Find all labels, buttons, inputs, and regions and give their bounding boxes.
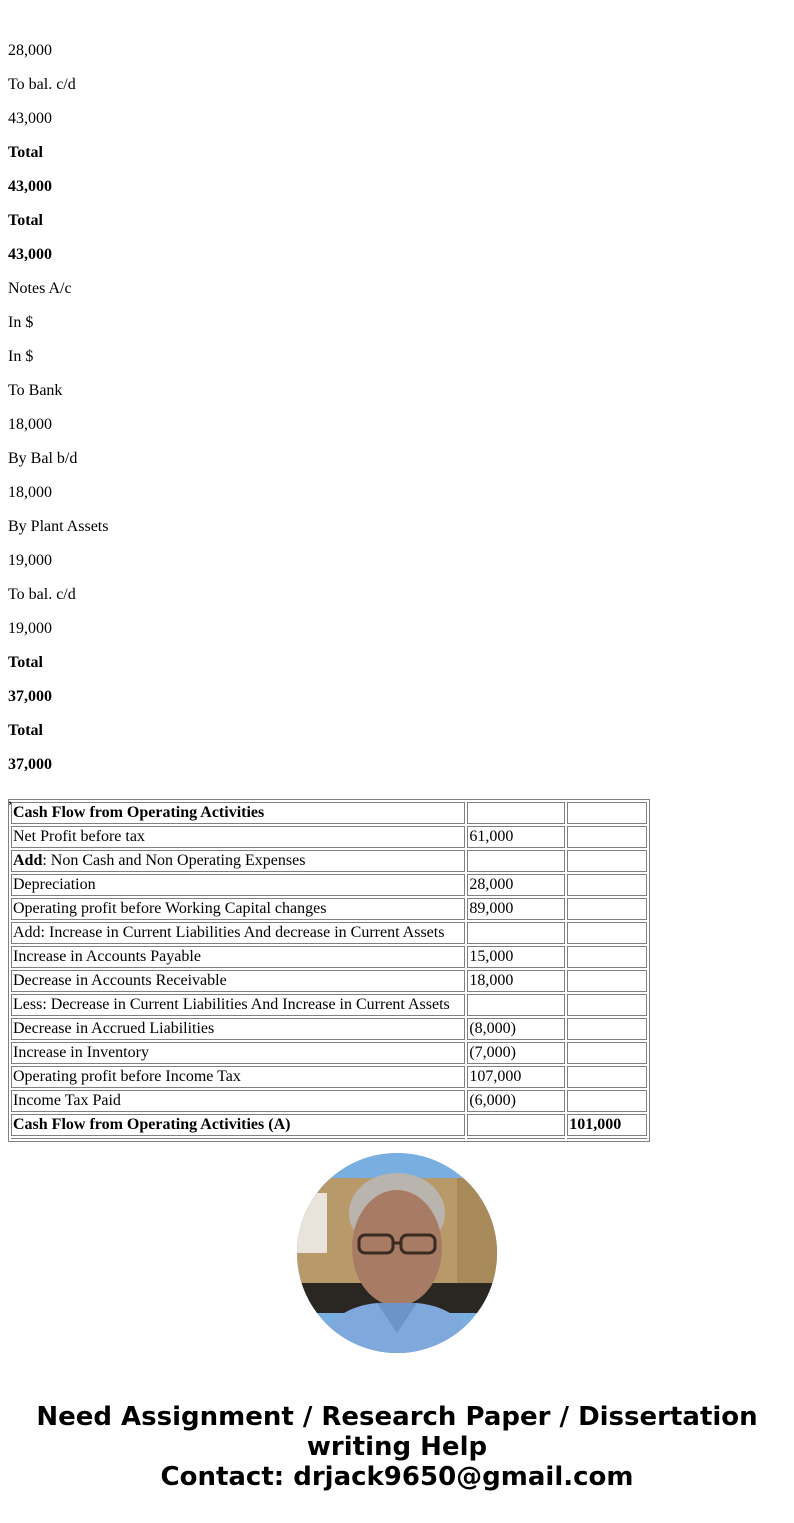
row-total bbox=[567, 898, 647, 920]
ledger-line: Total bbox=[8, 212, 43, 229]
row-total bbox=[567, 970, 647, 992]
ledger-line: 43,000 bbox=[8, 178, 52, 195]
table-row bbox=[11, 1066, 647, 1088]
row-label: Net Profit before tax bbox=[11, 826, 465, 848]
author-photo-icon bbox=[297, 1153, 497, 1353]
ledger-lines bbox=[8, 42, 786, 774]
ledger-line: 19,000 bbox=[8, 552, 52, 569]
row-label: Decrease in Accounts Receivable bbox=[11, 970, 465, 992]
row-label: Depreciation bbox=[11, 874, 465, 896]
row-total bbox=[567, 946, 647, 968]
ledger-line: Total bbox=[8, 654, 43, 671]
row-total: 101,000 bbox=[567, 1114, 647, 1136]
promo-line-1: Need Assignment / Research Paper / Dissertation bbox=[36, 1402, 758, 1432]
row-label: Less: Decrease in Current Liabilities And Increase in Current Assets bbox=[11, 994, 465, 1016]
row-total bbox=[567, 922, 647, 944]
table-row bbox=[11, 874, 647, 896]
table-row bbox=[11, 826, 647, 848]
row-total bbox=[567, 1018, 647, 1040]
ledger-line: 37,000 bbox=[8, 756, 52, 773]
ledger-content bbox=[8, 0, 786, 824]
promo-line-2: writing Help bbox=[306, 1432, 488, 1462]
promo-contact[interactable]: Contact: drjack9650@gmail.com bbox=[160, 1462, 634, 1492]
row-amount bbox=[467, 802, 565, 824]
ledger-line: 18,000 bbox=[8, 484, 52, 501]
ledger-line: By Bal b/d bbox=[8, 450, 78, 467]
ledger-line: Total bbox=[8, 144, 43, 161]
row-label: Operating profit before Income Tax bbox=[11, 1066, 465, 1088]
row-total bbox=[567, 994, 647, 1016]
table-row bbox=[11, 1042, 647, 1064]
ledger-line: To Bank bbox=[8, 382, 63, 399]
row-amount: 61,000 bbox=[467, 826, 565, 848]
row-label: Add: Increase in Current Liabilities And decrease in Current Assets bbox=[11, 922, 465, 944]
row-label: Increase in Inventory bbox=[11, 1042, 465, 1064]
table-row bbox=[11, 946, 647, 968]
author-avatar bbox=[297, 1153, 497, 1353]
table-row bbox=[11, 898, 647, 920]
row-amount: 28,000 bbox=[467, 874, 565, 896]
row-amount bbox=[467, 922, 565, 944]
table-row bbox=[11, 970, 647, 992]
ledger-line: Total bbox=[8, 722, 43, 739]
table-row bbox=[11, 850, 647, 872]
row-total bbox=[567, 826, 647, 848]
ledger-line: By Plant Assets bbox=[8, 518, 109, 535]
row-amount: (7,000) bbox=[467, 1042, 565, 1064]
table-row bbox=[11, 922, 647, 944]
row-amount: 18,000 bbox=[467, 970, 565, 992]
row-total bbox=[567, 1090, 647, 1112]
spacer-cell bbox=[567, 1138, 647, 1139]
separator-text: , bbox=[8, 790, 12, 807]
ledger-line: In $ bbox=[8, 348, 34, 365]
row-amount: 107,000 bbox=[467, 1066, 565, 1088]
ledger-line: 18,000 bbox=[8, 416, 52, 433]
row-amount bbox=[467, 850, 565, 872]
row-amount: 89,000 bbox=[467, 898, 565, 920]
row-amount bbox=[467, 994, 565, 1016]
ledger-line: 43,000 bbox=[8, 246, 52, 263]
row-total bbox=[567, 802, 647, 824]
row-label: Operating profit before Working Capital changes bbox=[11, 898, 465, 920]
table-row bbox=[11, 802, 647, 824]
row-amount: (6,000) bbox=[467, 1090, 565, 1112]
ledger-line: To bal. c/d bbox=[8, 76, 76, 93]
row-label: Cash Flow from Operating Activities (A) bbox=[11, 1114, 465, 1136]
row-label bbox=[11, 850, 465, 872]
row-label: Cash Flow from Operating Activities bbox=[11, 802, 465, 824]
row-amount bbox=[467, 1114, 565, 1136]
row-label-text: : Non Cash and Non Operating Expenses bbox=[42, 852, 306, 869]
cash-flow-table bbox=[8, 799, 650, 1142]
table-row bbox=[11, 1018, 647, 1040]
ledger-line: In $ bbox=[8, 314, 34, 331]
promo-banner bbox=[0, 1402, 794, 1492]
ledger-line: 37,000 bbox=[8, 688, 52, 705]
row-label: Income Tax Paid bbox=[11, 1090, 465, 1112]
table-spacer-row bbox=[11, 1138, 647, 1139]
cut-off-line bbox=[8, 8, 786, 26]
ledger-line: Notes A/c bbox=[8, 280, 72, 297]
table-row bbox=[11, 1114, 647, 1136]
ledger-line: 19,000 bbox=[8, 620, 52, 637]
row-label: Increase in Accounts Payable bbox=[11, 946, 465, 968]
ledger-line: To bal. c/d bbox=[8, 586, 76, 603]
row-label: Decrease in Accrued Liabilities bbox=[11, 1018, 465, 1040]
row-total bbox=[567, 850, 647, 872]
spacer-cell bbox=[467, 1138, 565, 1139]
row-amount: 15,000 bbox=[467, 946, 565, 968]
row-total bbox=[567, 1066, 647, 1088]
table-row bbox=[11, 1090, 647, 1112]
row-label-prefix: Add bbox=[13, 852, 43, 869]
spacer-cell bbox=[11, 1138, 465, 1139]
ledger-line: 28,000 bbox=[8, 42, 52, 59]
table-row bbox=[11, 994, 647, 1016]
row-total bbox=[567, 874, 647, 896]
row-total bbox=[567, 1042, 647, 1064]
ledger-line: 43,000 bbox=[8, 110, 52, 127]
row-amount: (8,000) bbox=[467, 1018, 565, 1040]
